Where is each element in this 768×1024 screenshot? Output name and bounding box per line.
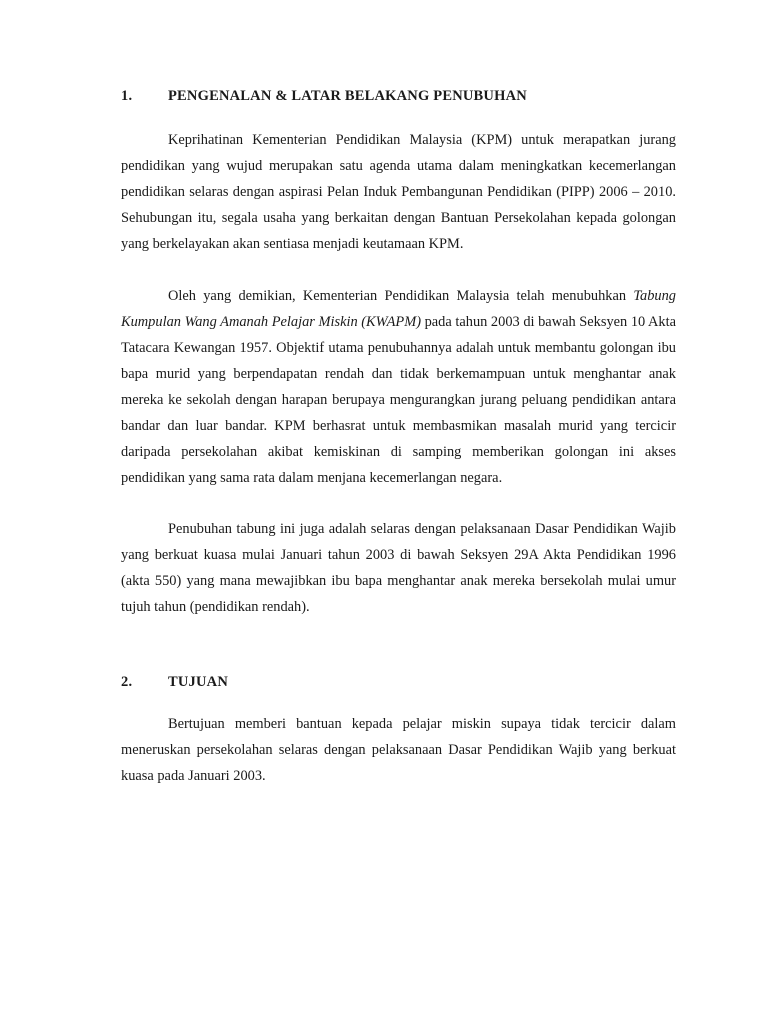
document-page xyxy=(121,86,676,789)
paragraph: Bertujuan memberi bantuan kepada pelajar miskin supaya tidak tercicir dalam meneruskan persekolahan selaras dengan pelaksanaan Dasar Pendidikan Wajib yang berkuat kuasa pada Januari 2003. xyxy=(121,716,676,784)
section-heading-2 xyxy=(121,672,676,692)
paragraph xyxy=(121,283,676,491)
section-number: 1. xyxy=(121,88,133,104)
section-title: PENGENALAN & LATAR BELAKANG PENUBUHAN xyxy=(168,88,527,104)
paragraph: Keprihatinan Kementerian Pendidikan Malaysia (KPM) untuk merapatkan jurang pendidikan yang wujud merupakan satu agenda utama dalam meningkatkan kecemerlangan pendidikan selaras dengan aspirasi Pelan Induk Pembangunan Pendidikan (PIPP) 2006 – 2010. Sehubungan itu, segala usaha yang berkaitan dengan Bantuan Persekolahan kepada golongan yang berkelayakan akan sentiasa menjadi keutamaan KPM. xyxy=(121,132,676,252)
paragraph-text: pada tahun 2003 di bawah Seksyen 10 Akta Tatacara Kewangan 1957. Objektif utama penubuhannya adalah untuk membantu golongan ibu bapa murid yang berpendapatan rendah dan tidak berkemampuan untuk menghantar anak mereka ke sekolah dengan harapan berupaya mengurangkan jurang peluang pendidikan antara bandar dan luar bandar. KPM berhasrat untuk membasmikan masalah murid yang tercicir daripada persekolahan akibat kemiskinan di samping memberikan golongan ini akses pendidikan yang sama rata dalam menjana kecemerlangan negara. xyxy=(121,314,677,486)
paragraph-text: Oleh yang demikian, Kementerian Pendidikan Malaysia telah menubuhkan xyxy=(168,288,634,304)
paragraph: Penubuhan tabung ini juga adalah selaras dengan pelaksanaan Dasar Pendidikan Wajib yang berkuat kuasa mulai Januari tahun 2003 di bawah Seksyen 29A Akta Pendidikan 1996 (akta 550) yang mana mewajibkan ibu bapa menghantar anak mereka bersekolah mulai umur tujuh tahun (pendidikan rendah). xyxy=(121,521,676,615)
section-heading-1 xyxy=(121,86,676,106)
section-number: 2. xyxy=(121,674,133,690)
section-title: TUJUAN xyxy=(168,674,229,690)
fund-name-italic: Tabung Kumpulan Wang Amanah Pelajar Miskin (KWAPM) xyxy=(121,288,676,330)
